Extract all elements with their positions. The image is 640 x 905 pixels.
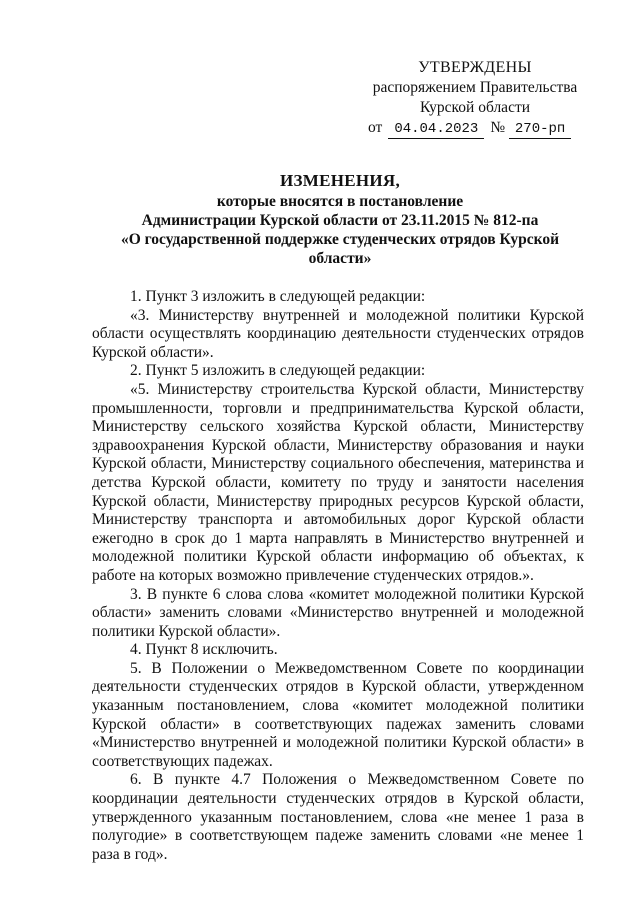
paragraph: 5. В Положении о Межведомственном Совете по координации деятельности студенческих отрядов в Курской области, утвержденном указанным постановлением, слова «комитет молодежной политики Курской области» в соответствующих падежах заменить словами «Министерство внутренней и молодежной политики Курской области» в соответствующих падежах. bbox=[92, 659, 584, 770]
approval-date-number-row bbox=[360, 118, 590, 139]
from-label: от bbox=[368, 119, 383, 136]
approval-number: 270-рп bbox=[509, 120, 571, 139]
paragraph: «5. Министерству строительства Курской области, Министерству промышленности, торговли и предпринимательства Курской области, Министерству сельского хозяйства Курской области, Министерству здравоохранения Курской области, Министерству образования и науки Курской области, Министерству социального обеспечения, материнства и детства Курской области, комитету по труду и занятости населения Курской области, Министерству природных ресурсов Курской области, Министерству транспорта и автомобильных дорог Курской области ежегодно в срок до 1 марта направлять в Министерство внутренней и молодежной политики Курской области информацию об объектах, к работе на которых возможно привлечение студенческих отрядов.». bbox=[92, 380, 584, 584]
approval-heading: УТВЕРЖДЕНЫ bbox=[418, 59, 532, 76]
paragraph: «3. Министерству внутренней и молодежной политики Курской области осуществлять координацию деятельности студенческих отрядов Курской области». bbox=[92, 306, 584, 361]
paragraph: 3. В пункте 6 слова слова «комитет молодежной политики Курской области» заменить словами «Министерство внутренней и молодежной политики Курской области». bbox=[92, 585, 584, 640]
number-label: № bbox=[490, 119, 506, 136]
document-title bbox=[80, 170, 600, 268]
approval-date: 04.04.2023 bbox=[388, 120, 484, 139]
approval-line-2: Курской области bbox=[419, 99, 531, 116]
paragraph: 1. Пункт 3 изложить в следующей редакции: bbox=[130, 288, 426, 305]
document-body bbox=[92, 288, 584, 864]
paragraph: 2. Пункт 5 изложить в следующей редакции: bbox=[130, 362, 426, 380]
title-line-4: области» bbox=[308, 250, 372, 267]
paragraph: 4. Пункт 8 исключить. bbox=[130, 641, 278, 659]
paragraph: 6. В пункте 4.7 Положения о Межведомственном Совете по координации деятельности студенческих отрядов в Курской области, утвержденного указанным постановлением, слова «не менее 1 раза в полугодие» в соответствующем падеже заменить словами «не менее 1 раза в год». bbox=[92, 771, 584, 863]
title-main: ИЗМЕНЕНИЯ, bbox=[279, 171, 401, 190]
approval-line-1: распоряжением Правительства bbox=[372, 79, 578, 96]
approval-block bbox=[360, 58, 590, 139]
title-line-3: «О государственной поддержке студенческих отрядов Курской bbox=[120, 231, 560, 248]
title-line-2: Администрации Курской области от 23.11.2015 № 812-па bbox=[141, 212, 539, 229]
title-line-1: которые вносятся в постановление bbox=[216, 193, 464, 210]
